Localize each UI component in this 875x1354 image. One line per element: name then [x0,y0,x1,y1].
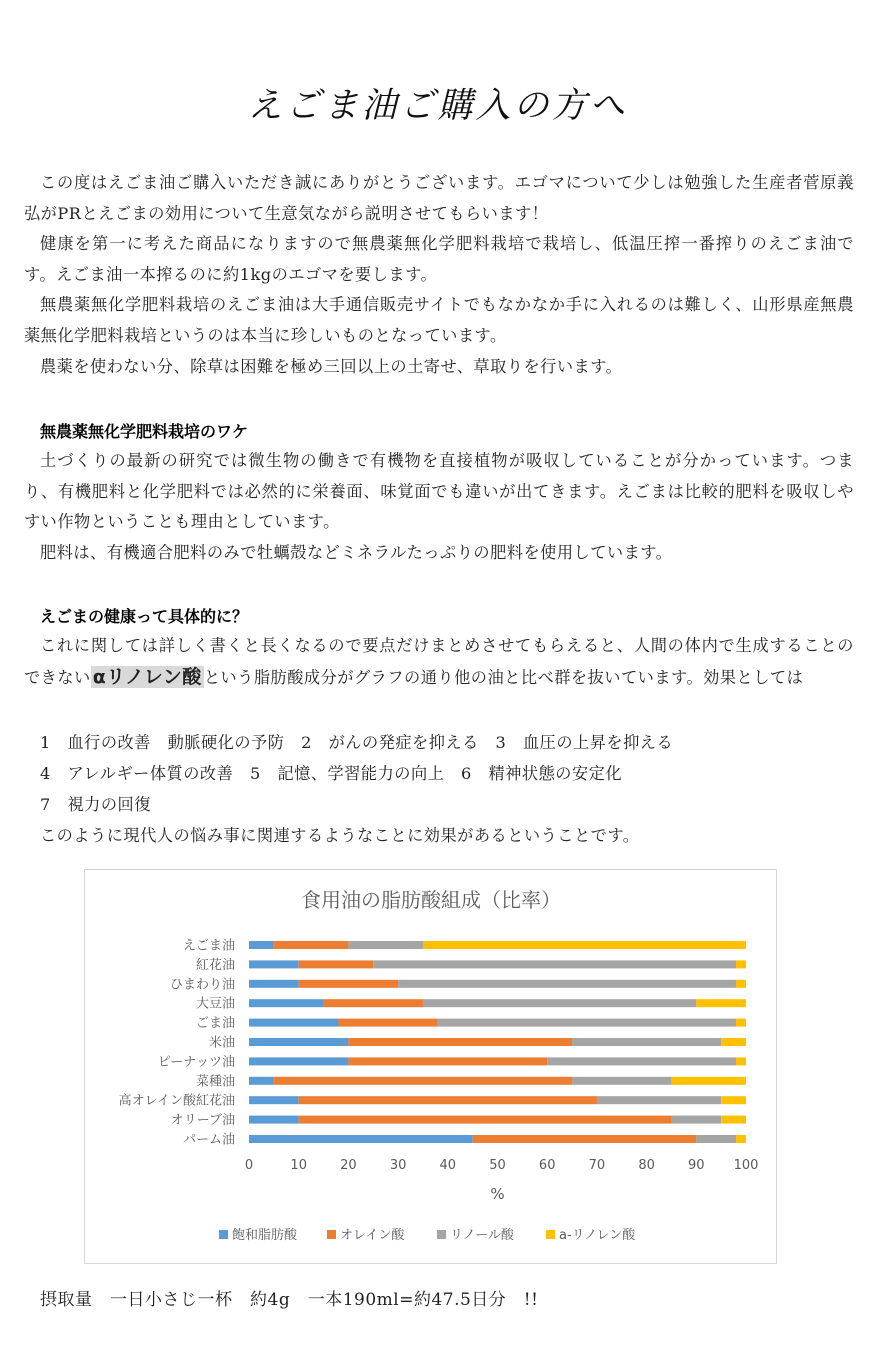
bar-segment [348,941,423,949]
page-title: えごま油ご購入の方へ [247,86,628,126]
x-tick-label: 90 [688,1158,705,1173]
legend-label: 飽和脂肪酸 [232,1228,298,1243]
x-tick-label: 20 [340,1158,357,1173]
bar-segment [671,1077,746,1085]
legend-label: リノール酸 [450,1228,514,1243]
effects-line-1: 1 血行の改善 動脈硬化の予防 2 がんの発症を抑える 3 血圧の上昇を抑える [40,733,674,752]
section-heading-health: えごまの健康って具体的に？ [40,607,249,626]
bar-segment [572,1038,721,1046]
bar-segment [597,1096,721,1104]
bar-segment [249,1135,473,1143]
legend-label: a-リノレン酸 [559,1228,636,1243]
bar-segment [721,1116,746,1124]
bar-segment [423,941,746,949]
effects-line-3: 7 視力の回復 [40,795,151,814]
bar-segment [696,999,746,1007]
bar-segment [299,980,398,988]
category-label: 高オレイン酸紅花油 [118,1093,235,1109]
category-label: えごま油 [182,938,235,954]
category-label: パーム油 [182,1132,235,1148]
bar-segment [721,1096,746,1104]
bar-segment [324,999,423,1007]
bar-segment [736,1019,746,1027]
intro-paragraph-2: 健康を第一に考えた商品になりますので無農薬無化学肥料栽培で栽培し、低温圧搾一番搾りのえごま油です。えごま油一本搾るのに約1kgのエゴマを要します。 [24,234,854,284]
bar-segment [249,1116,299,1124]
bar-segment [736,1057,746,1065]
bar-segment [249,1096,299,1104]
x-axis-label: % [490,1185,505,1203]
bar-segment [736,980,746,988]
bar-segment [348,1038,572,1046]
x-tick-label: 100 [733,1158,759,1173]
bar-segment [249,1077,274,1085]
bar-segment [249,1057,348,1065]
legend-swatch [327,1230,336,1239]
organic-paragraph-2: 肥料は、有機適合肥料のみで牡蠣殻などミネラルたっぷりの肥料を使用しています。 [40,543,673,562]
bar-segment [572,1077,671,1085]
category-label: ごま油 [195,1016,235,1032]
bar-segment [423,999,696,1007]
health-paragraph-start: これに関しては詳しく書くと長くなるので要点だけまとめさせてもらえると、人間の体内で生成することのできない [24,636,854,687]
bar-segment [438,1019,736,1027]
effects-closing: このように現代人の悩み事に関連するようなことに効果があるということです。 [40,826,640,845]
intake-note: 摂取量 一日小さじ一杯 約4g 一本190ml=約47.5日分 !! [40,1290,539,1310]
x-tick-label: 30 [389,1158,407,1173]
bar-segment [249,999,324,1007]
intro-paragraph-4: 農薬を使わない分、除草は困難を極め三回以上の土寄せ、草取りを行います。 [40,357,623,376]
bar-segment [671,1116,721,1124]
alpha-linolenic-highlight: αリノレン酸 [92,665,202,688]
category-label: オリーブ油 [170,1113,235,1129]
bar-segment [299,1116,672,1124]
category-label: 大豆油 [195,996,235,1012]
bar-segment [274,941,349,949]
fatty-acid-chart [84,869,777,1264]
bar-segment [338,1019,437,1027]
bar-segment [736,1135,746,1143]
section-heading-organic: 無農薬無化学肥料栽培のワケ [40,422,249,441]
category-label: 米油 [208,1035,235,1051]
x-tick-label: 10 [290,1158,307,1173]
bar-segment [299,1096,597,1104]
legend-swatch [546,1230,555,1239]
chart-canvas [85,870,778,1265]
category-label: 紅花油 [195,957,235,973]
category-label: 菜種油 [195,1074,235,1090]
bar-segment [249,980,299,988]
legend-swatch [437,1230,446,1239]
bar-segment [398,980,736,988]
bar-segment [696,1135,736,1143]
intro-paragraph-1: この度はえごま油ご購入いただき誠にありがとうございます。エゴマについて少しは勉強した生産者菅原義弘がPRとえごまの効用について生意気ながら説明させてもらいます！ [24,173,854,223]
category-label: ひまわり油 [169,977,235,993]
organic-paragraph-1: 土づくりの最新の研究では微生物の働きで有機物を直接植物が吸収していることが分かっています。つまり、有機肥料と化学肥料では必然的に栄養面、味覚面でも違いが出てきます。えごまは比較的肥料を吸収しやすい作物ということも理由としています。 [24,451,854,531]
x-tick-label: 60 [538,1158,556,1173]
bar-segment [736,960,746,968]
health-paragraph [24,631,854,693]
effects-line-2: 4 アレルギー体質の改善 5 記憶、学習能力の向上 6 精神状態の安定化 [40,764,623,783]
bar-segment [299,960,374,968]
bar-segment [274,1077,572,1085]
legend-swatch [219,1230,228,1239]
bar-segment [249,1038,348,1046]
chart-title: 食用油の脂肪酸組成（比率） [301,888,561,912]
bar-segment [249,1019,338,1027]
intro-paragraph-3: 無農薬無化学肥料栽培のえごま油は大手通信販売サイトでもなかなか手に入れるのは難しく、山形県産無農薬無化学肥料栽培というのは本当に珍しいものとなっています。 [24,295,854,345]
x-tick-label: 0 [244,1158,254,1173]
bar-segment [249,941,274,949]
x-tick-label: 70 [588,1158,606,1173]
bar-segment [373,960,736,968]
bar-segment [721,1038,746,1046]
x-tick-label: 40 [439,1158,457,1173]
x-tick-label: 80 [638,1158,655,1173]
bar-segment [348,1057,547,1065]
bar-segment [547,1057,736,1065]
category-label: ピーナッツ油 [157,1054,235,1070]
health-paragraph-end: という脂肪酸成分がグラフの通り他の油と比べ群を抜いています。効果としては [203,667,804,687]
bar-segment [249,960,299,968]
x-tick-label: 50 [489,1158,506,1173]
bar-segment [473,1135,697,1143]
legend-label: オレイン酸 [340,1228,405,1243]
